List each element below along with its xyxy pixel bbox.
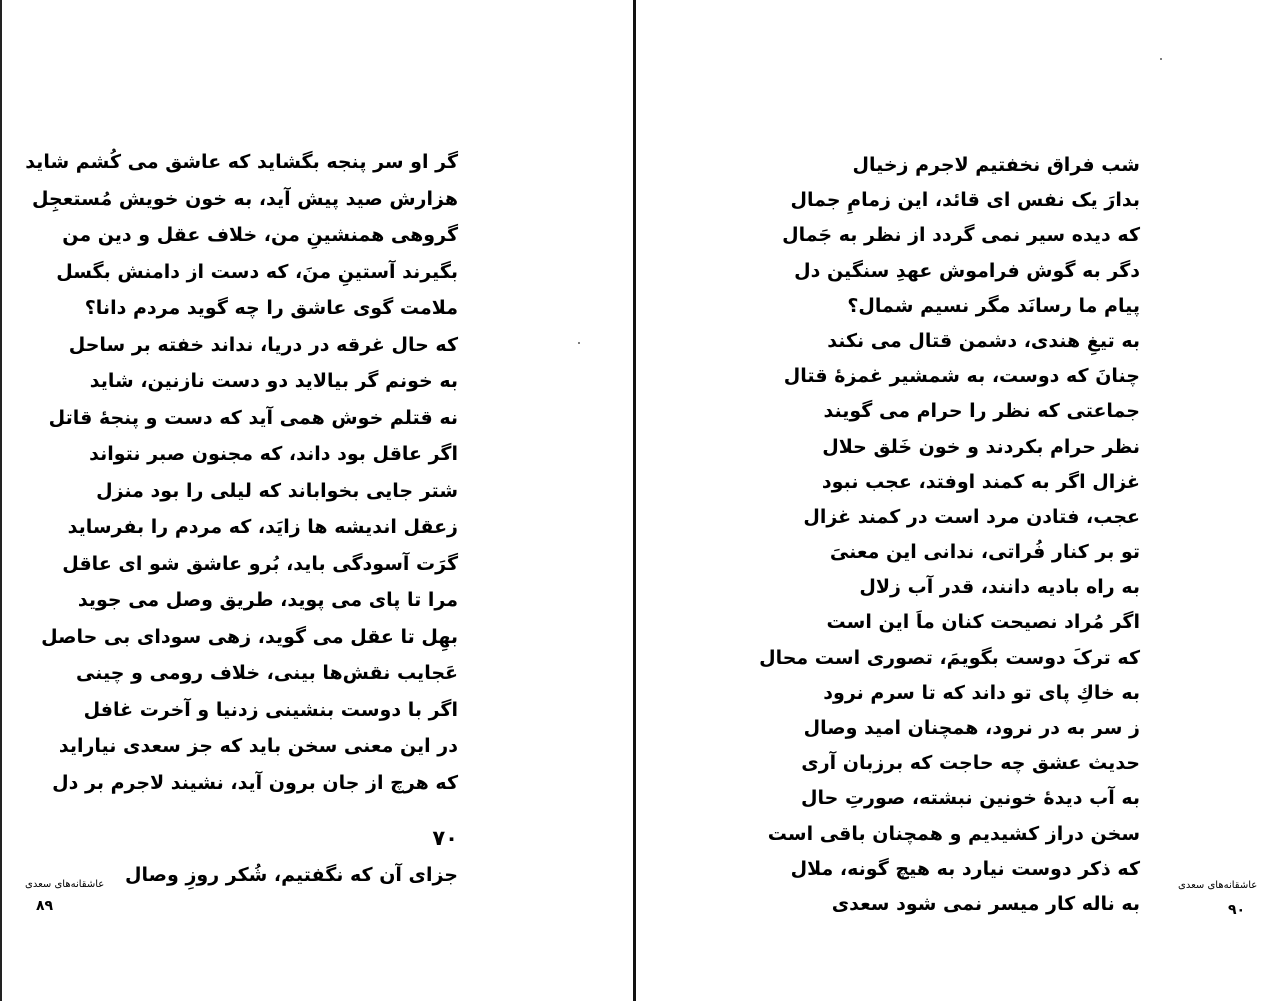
left-page-number: ۸۹ [36, 898, 54, 914]
poem-line: در این معنی سخن باید که جز سعدی نیاراید [58, 735, 458, 757]
right-page-number: ۹۰ [1228, 902, 1246, 918]
right-poem-lines [759, 148, 1140, 922]
poem-line: بگیرند آستینِ منَ، که دست از دامنش بگسل [56, 260, 458, 283]
poem-line: که هرچ از جان برون آید، نشیند لاجرم بر دل [52, 771, 458, 794]
left-poem-lines [25, 144, 458, 801]
poem-line: که دیده سیر نمی گردد از نظر به جَمال [782, 224, 1140, 247]
poem-line: به خاكِ پای تو داند که تا سرم نرود [823, 681, 1140, 704]
poem-line: بدارَ یک نفس ای قائد، این زمامِ جمال [790, 189, 1140, 212]
poem-line: پیام ما رسانَد مگر نسیم شمال؟ [847, 294, 1140, 317]
poem-line: چنانَ که دوست، به شمشیر غمزهٔ قتال [783, 365, 1140, 388]
poem-line: ملامت گوی عاشق را چه گوید مردم دانا؟ [84, 297, 458, 319]
poem-line: زعقل اندیشه ها زایَد، که مردم را بفرساید [67, 516, 458, 538]
right-running-title: عاشقانه‌های سعدی [1178, 880, 1258, 891]
poem-line: اگر با دوست بنشینی زدنیا و آخرت غافل [83, 698, 458, 721]
poem-line: نه قتلم خوش همی آید که دست و پنجهٔ قاتل [48, 406, 458, 429]
poem-line: که ترکَ دوست بگویمَ، تصوری است محال [759, 646, 1140, 669]
poem-line: مرا تا پای می پوید، طریق وصل می جوید [77, 589, 458, 611]
paper-speck [578, 342, 580, 344]
poem-line: به خونم گر بیالاید دو دست نازنین، شاید [89, 370, 458, 392]
poem-line: شتر جایی بخواباند که لیلی را بود منزل [96, 479, 458, 502]
book-gutter [633, 0, 636, 1001]
poem-line: غزال اگر به کمند اوفتد، عجب نبود [821, 470, 1140, 493]
poem-line: به آب دیدهٔ خونین نبشته، صورتِ حال [801, 787, 1140, 810]
poem-line: جماعتی که نظر را حرام می گویند [823, 400, 1140, 423]
poem-line: بهِل تا عقل می گوید، زهی سودای بی حاصل [41, 625, 458, 648]
ghazal-first-line: جزای آن که نگفتیم، شُکر روزِ وصال [125, 864, 458, 886]
poem-line: سخن دراز کشیدیم و همچنان باقی است [767, 822, 1140, 845]
poem-line: اگر عاقل بود داند، که مجنون صبر نتواند [89, 443, 458, 465]
poem-line: نظر حرام بکردند و خون خَلق حلال [822, 435, 1140, 458]
poem-line: ز سر به در نرود، همچنان امید وصال [803, 717, 1140, 739]
poem-line: گروهی همنشینِ من، خلاف عقل و دین من [62, 224, 458, 246]
poem-line: دگر به گوش فراموش عهدِ سنگین دل [794, 259, 1140, 282]
poem-line: که ذکر دوست نیارد به هیچ گونه، ملال [790, 857, 1140, 880]
poem-line: هزارش صید پیش آید، به خون خویش مُستعجِل [32, 187, 458, 210]
poem-line: به راه بادیه دانند، قدر آب زلال [859, 576, 1140, 599]
poem-line: که حال غرقه در دریا، نداند خفته بر ساحل [68, 333, 458, 356]
poem-line: شب فراق نخفتیم لاجرم زخیال [852, 154, 1140, 176]
left-running-title: عاشقانه‌های سعدی [25, 879, 105, 890]
poem-line: اگر مُراد نصیحت کنان ماَ این است [826, 611, 1140, 634]
poem-line: تو بر کنار فُراتی، ندانی این معنیَ [829, 541, 1140, 564]
poem-line: عجب، فتادن مرد است در کمند غزال [803, 505, 1140, 528]
right-page [637, 0, 1267, 1001]
poem-line: حدیث عشق چه حاجت که برزبان آری [801, 752, 1140, 775]
ghazal-number: ۷۰ [432, 826, 458, 850]
poem-line: گر او سر پنجه بگشاید که عاشق می کُشم شاید [25, 151, 458, 173]
poem-line: گرَت آسودگی باید، بُرو عاشق شو ای عاقل [62, 552, 458, 575]
poem-line: به تیغِ هندی، دشمن قتال می نکند [827, 329, 1140, 352]
poem-line: عَجایب نقش‌ها بینی، خلاف رومی و چینی [76, 662, 458, 684]
poem-line: به ناله کار میسر نمی شود سعدی [831, 892, 1140, 915]
paper-speck [1160, 58, 1162, 60]
